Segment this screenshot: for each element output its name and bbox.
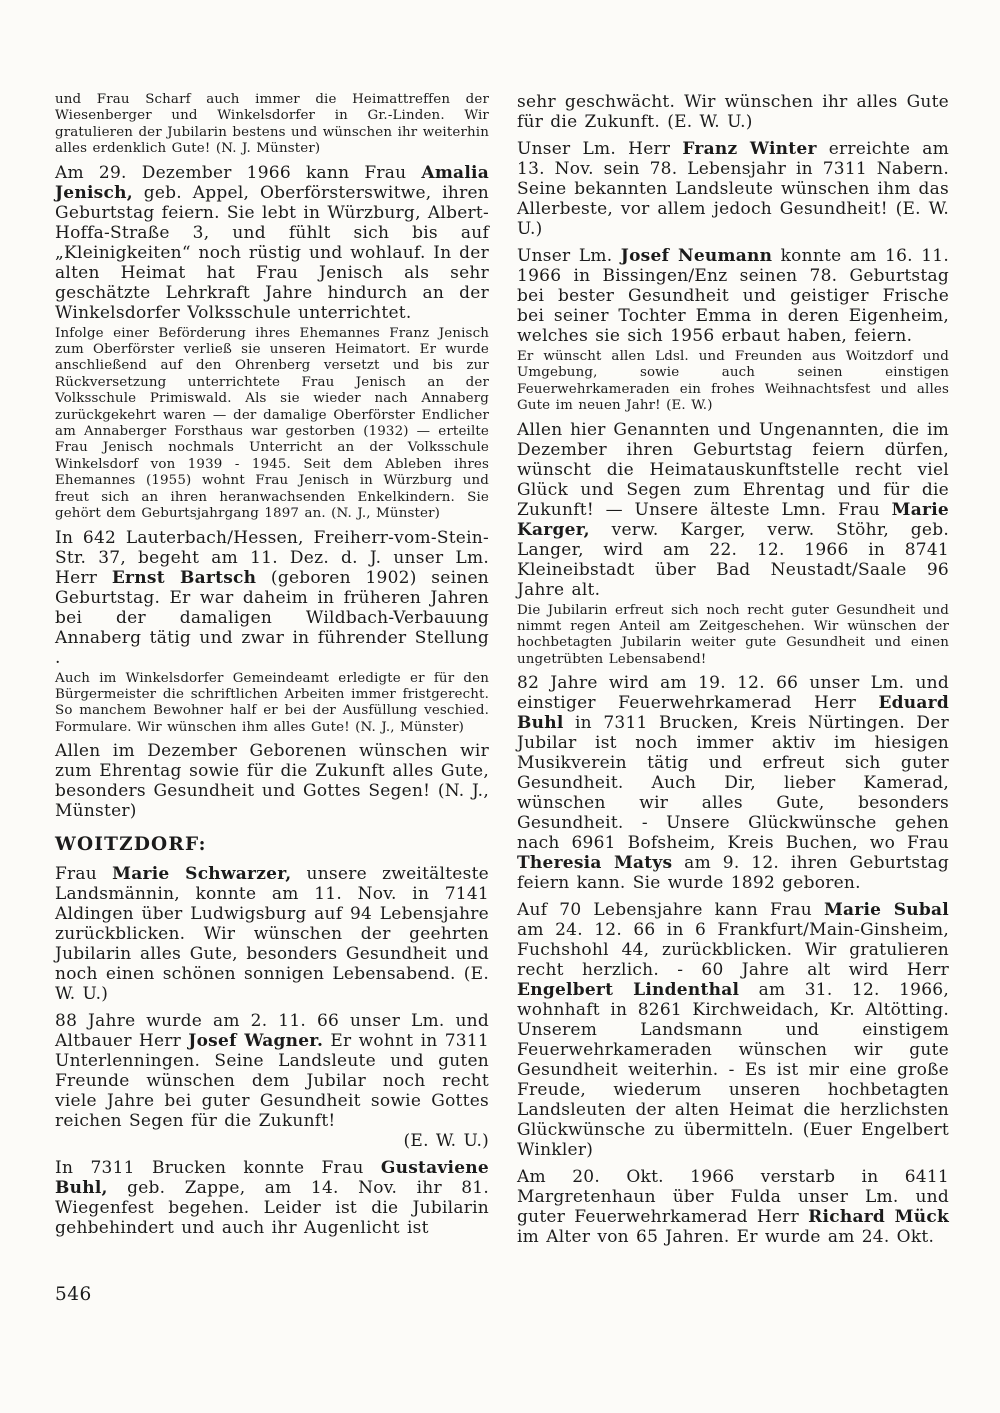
text-run: (geboren 1902) seinen Geburtstag. Er war daheim in früheren Jahren bei der damaligen Wildbach-Verbauung Annaberg tätig und zwar in führender Stellung . (55, 567, 489, 668)
text-run: Allen hier Genannten und Ungenannten, die im Dezember ihren Geburtstag feiern dürfen, wünscht die Heimatauskunftstelle recht viel Glück und Segen zum Ehrentag und für die Zukunft! — Unsere älteste Lmn. Frau (517, 419, 949, 520)
emphasized-name: Marie Subal (823, 900, 949, 921)
text-run: Er wohnt in 7311 Unterlenningen. Seine Landsleute und guten Freunde wünschen dem Jubilar noch recht viele Jahre bei guter Gesundheit sowie Gottes reichen Segen für die Zukunft! (55, 1031, 489, 1132)
left-column (55, 92, 489, 1241)
paragraph (517, 900, 949, 1160)
paragraph (55, 741, 489, 821)
paragraph (55, 326, 489, 523)
text-run: Er wünscht allen Ldsl. und Freunden aus Woitzdorf und Umgebung, sowie auch seinen einstigen Feuerwehrkameraden ein frohes Weihnachtsfest und alles Gute im neuen Jahr! (E. W.) (517, 349, 949, 414)
emphasized-name: Josef Neumann (620, 246, 773, 266)
paragraph (517, 603, 949, 669)
text-run: unsere zweitälteste Landsmännin, konnte am 11. Nov. in 7141 Aldingen über Ludwigsburg auf 94 Lebensjahre zurückblicken. Wir wünschen der geehrten Jubilarin alles Gute, besonders Gesundheit und noch einen schönen sonnigen Lebensabend. (E. W. U.) (55, 864, 489, 1005)
emphasized-name: Theresia Matys (517, 853, 673, 874)
emphasized-name: Gustaviene Buhl, (55, 1158, 489, 1199)
paragraph (517, 1167, 949, 1247)
emphasized-name: Franz Winter (682, 139, 817, 159)
text-run: Infolge einer Beförderung ihres Ehemannes Franz Jenisch zum Oberförster verließ sie unseren Heimatort. Er wurde anschließend auf den Ohrenberg versetzt und bis zur Rückversetzung unterrichtete Frau Jenisch an der Volksschule Primiswald. Als sie wieder nach Annaberg zurückgekehrt waren — der damalige Oberförster Endlicher am Annaberger Forsthaus war gestorben (1932) — erteilte Frau Jenisch nochmals Unterricht an der Volksschule Winkelsdorf von 1939 - 1945. Seit dem Ableben ihres Ehemannes (1955) wohnt Frau Jenisch in Würzburg und freut sich an ihren heranwachsenden Enkelkindern. Sie gehört dem Geburtsjahrgang 1897 an. (N. J., Münster) (55, 325, 489, 522)
text-run: Allen im Dezember Geborenen wünschen wir zum Ehrentag sowie für die Zukunft alles Gute, besonders Gesundheit und Gottes Segen! (N. J., Münster) (55, 741, 489, 822)
text-run: konnte am 16. 11. 1966 in Bissingen/Enz seinen 78. Geburtstag bei bester Gesundheit und geistiger Frische bei seiner Tochter Emma in deren Eigenheim, welches sie sich 1956 erbaut haben, feiern. (517, 246, 949, 346)
text-run: Am 29. Dezember 1966 kann Frau (55, 162, 422, 183)
text-run: erreichte am 13. Nov. sein 78. Lebensjahr in 7311 Nabern. Seine bekannten Landsleute wünschen ihm das Allerbeste, vor allem jedoch Gesundheit! (E. W. U.) (517, 139, 949, 239)
emphasized-name: Josef Wagner. (188, 1031, 324, 1052)
paragraph (55, 163, 489, 323)
emphasized-name: Engelbert Lindenthal (517, 980, 740, 1001)
text-run: sehr geschwächt. Wir wünschen ihr alles Gute für die Zukunft. (E. W. U.) (517, 92, 949, 132)
text-run: Unser Lm. Herr (517, 139, 683, 159)
emphasized-name: Marie Karger, (517, 499, 949, 540)
paragraph (517, 92, 949, 132)
emphasized-name: Amalia Jenisch, (55, 162, 489, 203)
text-run: In 642 Lauterbach/Hessen, Freiherr-vom-Stein-Str. 37, begeht am 11. Dez. d. J. unser Lm. Herr (55, 527, 489, 588)
text-run: geb. Appel, Oberförsterswitwe, ihren Geburtstag feiern. Sie lebt in Würzburg, Albert-Hoffa-Straße 3, und fühlt sich bis auf „Kleinigkeiten“ noch rüstig und wohlauf. In der alten Heimat hat Frau Jenisch als sehr geschätzte Lehrkraft Jahre hindurch an der Winkelsdorfer Volksschule unterrichtet. (55, 182, 489, 323)
text-run: Frau (55, 864, 113, 885)
paragraph (55, 1011, 489, 1151)
text-run: In 7311 Brucken konnte Frau (55, 1158, 381, 1179)
paragraph (55, 92, 489, 158)
paragraph (517, 349, 949, 415)
paragraph (517, 139, 949, 239)
text-run: im Alter von 65 Jahren. Er wurde am 24. Okt. (517, 1227, 935, 1248)
text-run: Unser Lm. (517, 246, 621, 266)
paragraph (517, 673, 949, 893)
text-run: Auch im Winkelsdorfer Gemeindeamt erledigte er für den Bürgermeister die schriftlichen Arbeiten immer fristgerecht. So manchem Bewohner half er bei der Ausfüllung veschied. Formulare. Wir wünschen ihm alles Gute! (N. J., Münster) (55, 670, 489, 735)
text-run: Auf 70 Lebensjahre kann Frau (517, 900, 824, 921)
text-run: in 7311 Brucken, Kreis Nürtingen. Der Jubilar ist noch immer aktiv im hiesigen Musikverein tätig und erfreut sich guter Gesundheit. Auch Dir, lieber Kamerad, wünschen wir alles Gute, besonders Gesundheit. - Unsere Glückwünsche gehen nach 6961 Bofsheim, Kreis Buchen, wo Frau (517, 713, 949, 854)
emphasized-name: Richard Mück (808, 1207, 949, 1228)
paragraph (55, 1158, 489, 1238)
emphasized-name: Marie Schwarzer, (112, 864, 292, 885)
right-column (517, 92, 949, 1250)
text-run: am 31. 12. 1966, wohnhaft in 8261 Kirchweidach, Kr. Altötting. Unserem Landsmann und einstigem Feuerwehrkameraden wünschen wir gute Gesundheit weiterhin. - Es ist mir eine große Freude, wiederum unseren hochbetagten Landsleuten der alten Heimat die herzlichsten Glückwünsche zu übermitteln. (Euer Engelbert Winkler) (517, 980, 949, 1161)
paragraph (517, 420, 949, 600)
emphasized-name: WOITZDORF: (55, 834, 207, 856)
paragraph (517, 246, 949, 346)
text-run: 82 Jahre wird am 19. 12. 66 unser Lm. und einstiger Feuerwehrkamerad Herr (517, 673, 949, 714)
emphasized-name: Eduard Buhl (517, 693, 949, 734)
text-run: (E. W. U.) (403, 1131, 489, 1152)
text-run: am 24. 12. 66 in 6 Frankfurt/Main-Ginsheim, Fuchshohl 44, zurückblicken. Wir gratulieren recht herzlich. - 60 Jahre alt wird Herr (517, 920, 949, 981)
text-run: 88 Jahre wurde am 2. 11. 66 unser Lm. und Altbauer Herr (55, 1011, 489, 1052)
text-run: am 9. 12. ihren Geburtstag feiern kann. Sie wurde 1892 geboren. (517, 853, 949, 894)
paragraph (55, 671, 489, 737)
text-run: und Frau Scharf auch immer die Heimattreffen der Wiesenberger und Winkelsdorfer in Gr.-Linden. Wir gratulieren der Jubilarin bestens und wünschen ihr weiterhin alles erdenklich Gute! (N. J. Münster) (55, 92, 489, 157)
paragraph (55, 864, 489, 1004)
emphasized-name: Ernst Bartsch (111, 567, 257, 588)
text-run: Die Jubilarin erfreut sich noch recht guter Gesundheit und nimmt regen Anteil am Zeitgeschehen. Wir wünschen der hochbetagten Jubilarin weiter gute Gesundheit und einen ungetrübten Lebensabend! (517, 602, 949, 667)
page-number: 546 (55, 1284, 92, 1305)
section-heading (55, 834, 489, 856)
paragraph (55, 528, 489, 668)
text-run: Am 20. Okt. 1966 verstarb in 6411 Margretenhaun über Fulda unser Lm. und guter Feuerwehrkamerad Herr (517, 1167, 949, 1228)
text-run: geb. Zappe, am 14. Nov. ihr 81. Wiegenfest begehen. Leider ist die Jubilarin gehbehindert und auch ihr Augenlicht ist (55, 1178, 489, 1239)
text-run: verw. Karger, verw. Stöhr, geb. Langer, wird am 22. 12. 1966 in 8741 Kleineibstadt über Bad Neustadt/Saale 96 Jahre alt. (517, 519, 949, 600)
